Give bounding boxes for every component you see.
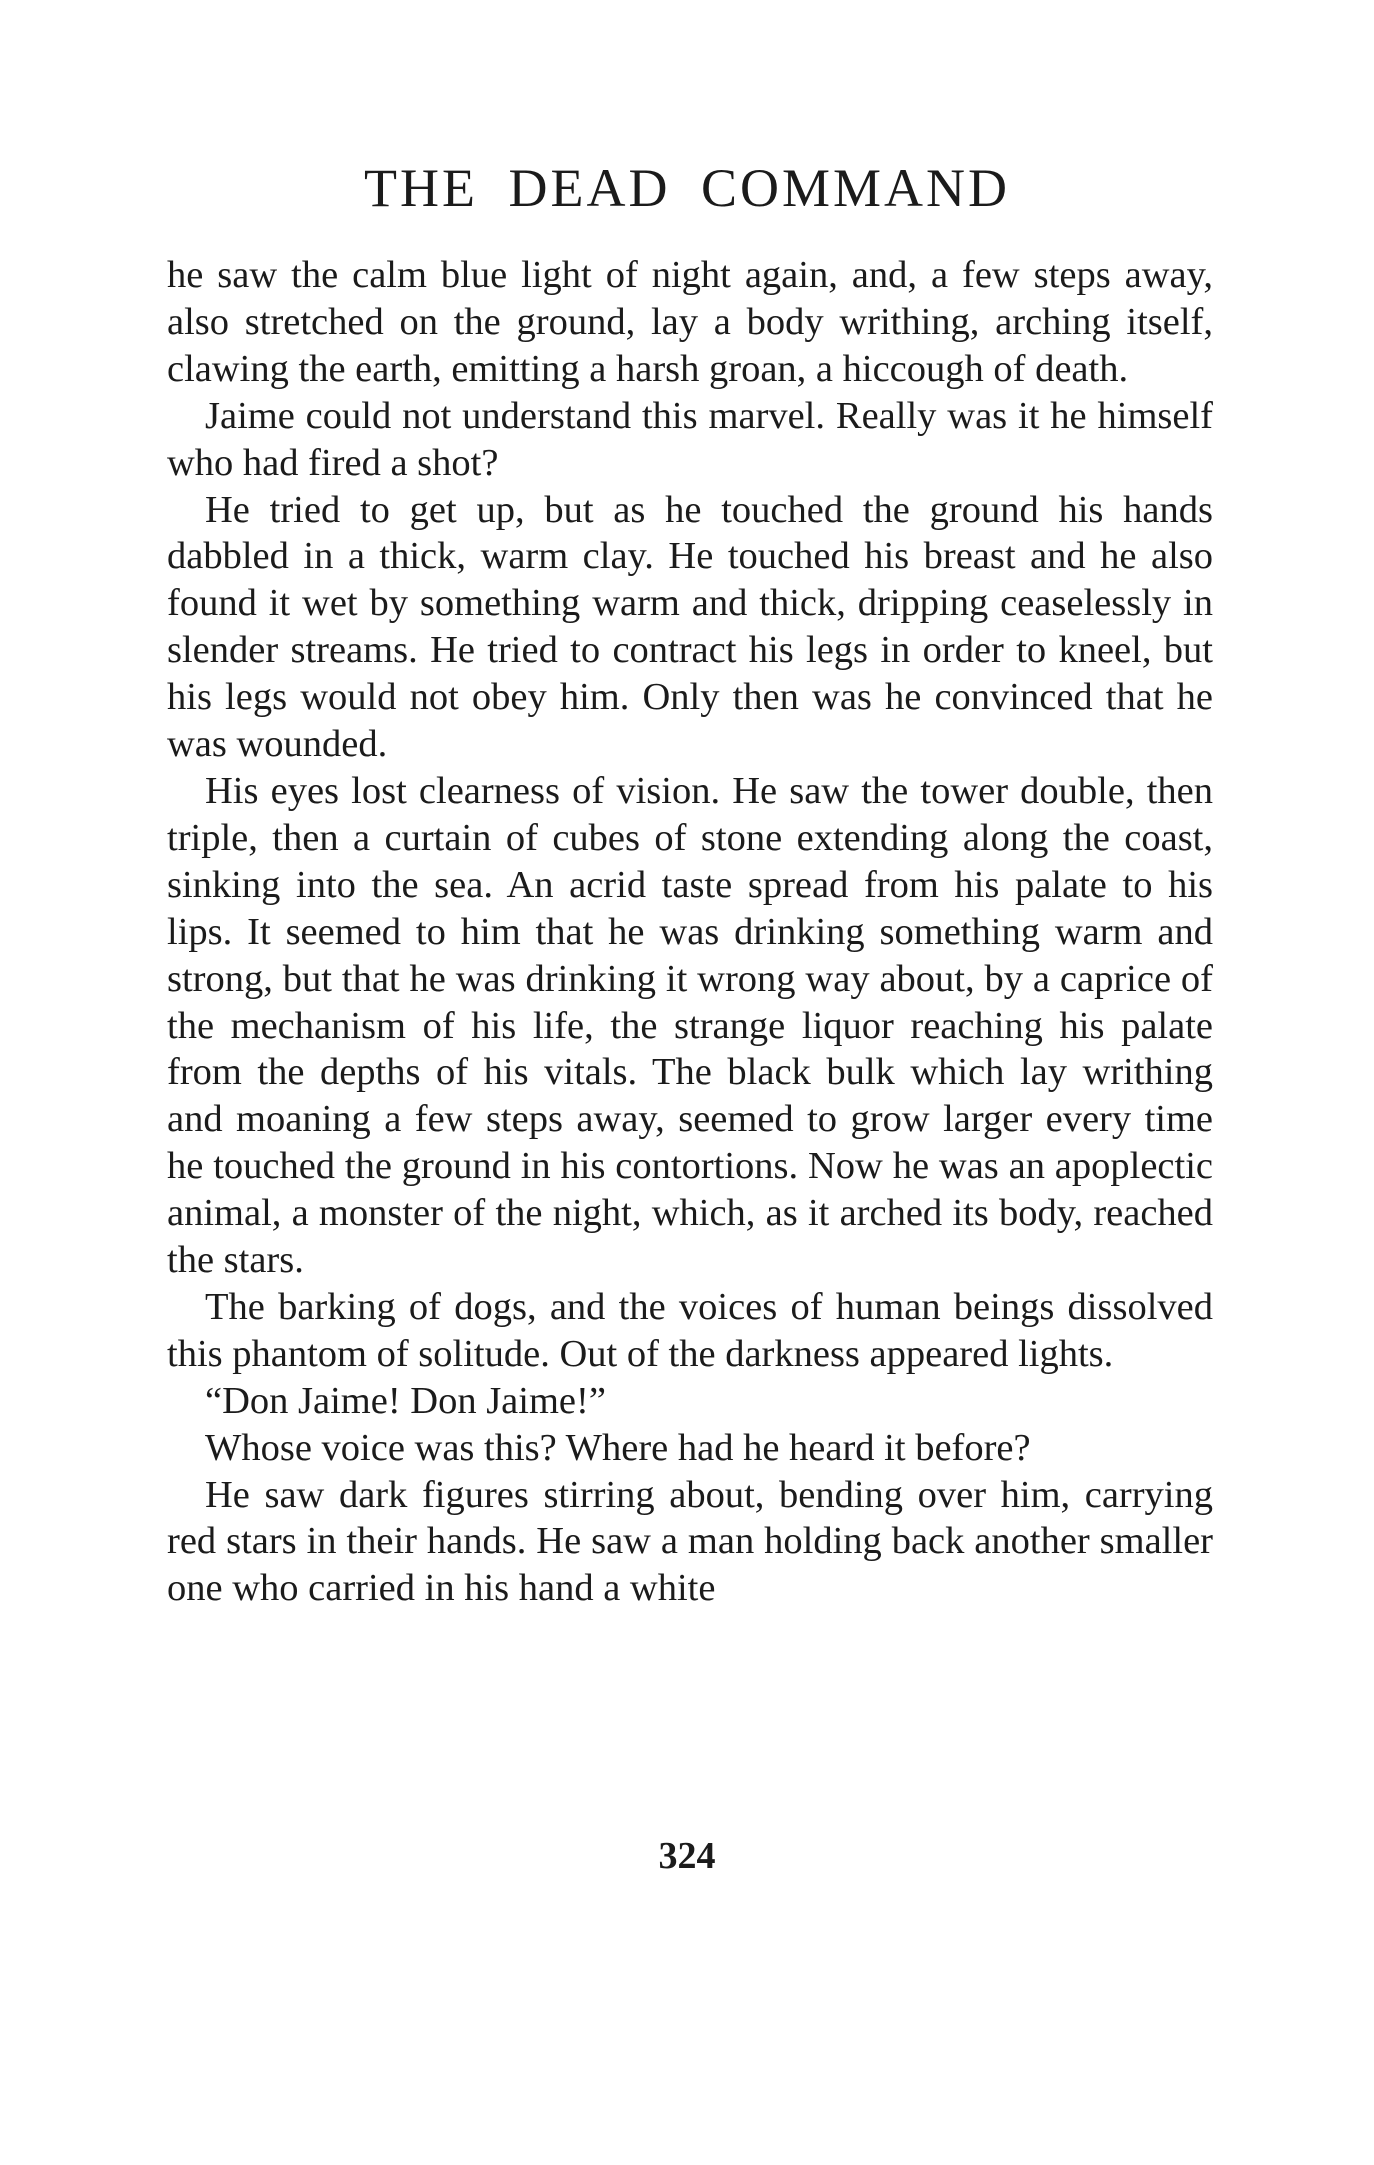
paragraph: he saw the calm blue light of night again, and, a few steps away, also stretched on the ground, lay a body writhing, arching itself, clawing the earth, emitting a harsh groan, a hiccough of death.	[167, 254, 1213, 390]
paragraph: The barking of dogs, and the voices of human beings dissolved this phantom of solitude. Out of the darkness appeared lights.	[167, 1285, 1213, 1375]
running-head: THE DEAD COMMAND	[364, 158, 1010, 218]
paragraph: He saw dark figures stirring about, bending over him, carrying red stars in their hands. He saw a man holding back another smaller one who carried in his hand a white	[167, 1473, 1213, 1610]
paragraph: “Don Jaime! Don Jaime!”	[205, 1379, 606, 1422]
paragraph: Jaime could not understand this marvel. Really was it he himself who had fired a shot?	[167, 394, 1213, 484]
paragraph: He tried to get up, but as he touched the ground his hands dabbled in a thick, warm clay. He touched his breast and he also found it wet by something warm and thick, dripping ceaselessly in slender streams. He tried to contract his legs in order to kneel, but his legs would not obey him. Only then was he convinced that he was wounded.	[167, 488, 1213, 766]
body-text	[167, 252, 1213, 1612]
page-number: 324	[658, 1835, 716, 1877]
paragraph: Whose voice was this? Where had he heard it before?	[205, 1426, 1031, 1469]
paragraph: His eyes lost clearness of vision. He saw the tower double, then triple, then a curtain of cubes of stone extending along the coast, sinking into the sea. An acrid taste spread from his palate to his lips. It seemed to him that he was drinking something warm and strong, but that he was drinking it wrong way about, by a caprice of the mechanism of his life, the strange liquor reaching his palate from the depths of his vitals. The black bulk which lay writhing and moaning a few steps away, seemed to grow larger every time he touched the ground in his contortions. Now he was an apoplectic animal, a monster of the night, which, as it arched its body, reached the stars.	[167, 769, 1213, 1282]
